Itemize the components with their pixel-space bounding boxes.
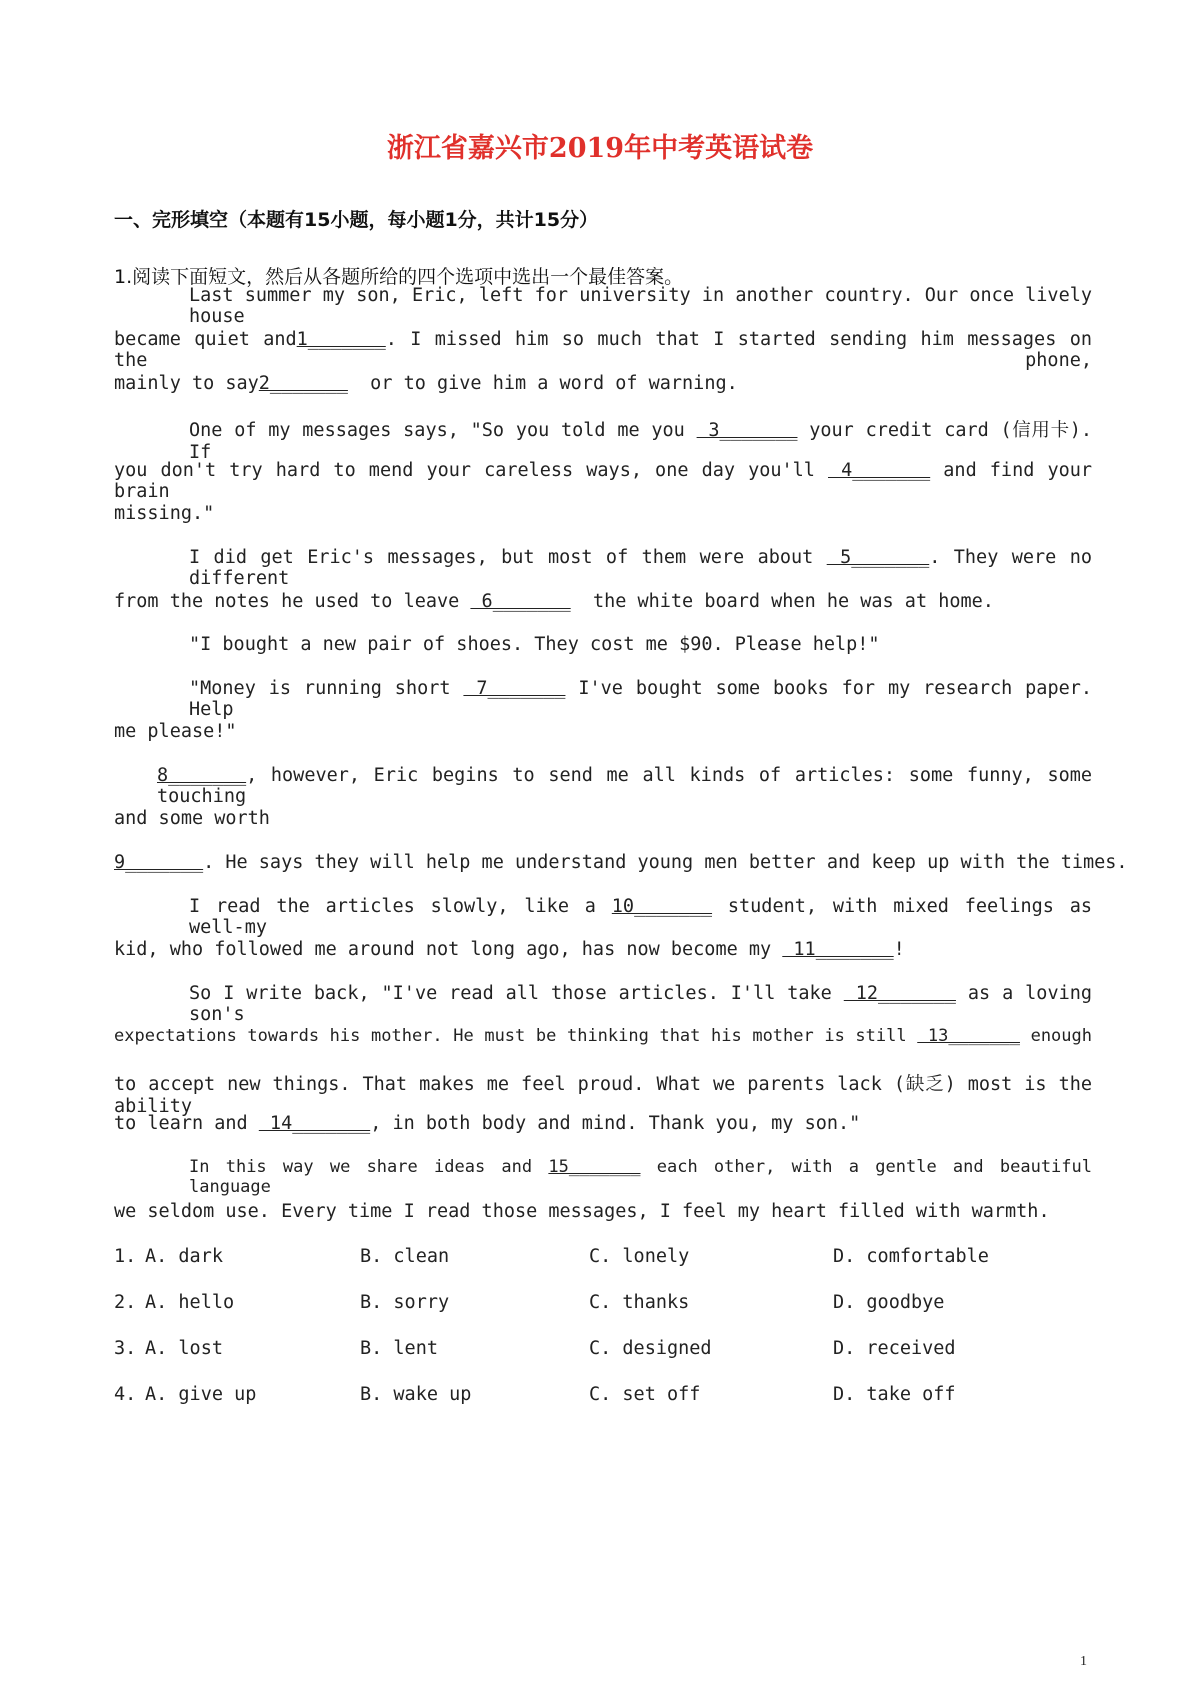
- passage-line: I did get Eric's messages, but most of them were about 5_______. They were no different: [189, 547, 1092, 589]
- option-a: A. dark: [145, 1246, 223, 1267]
- option-d: D. goodbye: [833, 1292, 945, 1313]
- passage-line: kid, who followed me around not long ago, has now become my 11_______!: [114, 939, 905, 960]
- blank-8: 8_______: [157, 765, 247, 786]
- instruction: 1.阅读下面短文，然后从各题所给的四个选项中选出一个最佳答案。: [114, 266, 684, 288]
- blank-13: 13_______: [917, 1026, 1020, 1046]
- passage-line: and some worth: [114, 808, 270, 829]
- passage-line: So I write back, "I've read all those articles. I'll take 12_______ as a loving son's: [189, 983, 1092, 1025]
- passage-line: missing.": [114, 503, 215, 524]
- option-a: A. lost: [145, 1338, 223, 1359]
- passage-line: One of my messages says, "So you told me you 3_______ your credit card (信用卡). If: [189, 420, 1092, 463]
- question-number: 3.: [114, 1338, 137, 1359]
- option-b: B. wake up: [360, 1384, 472, 1405]
- question-number: 4.: [114, 1384, 137, 1405]
- page-number: 1: [1080, 1654, 1087, 1669]
- section-heading: 一、完形填空（本题有15小题，每小题1分，共计15分）: [114, 209, 599, 231]
- passage-line: to accept new things. That makes me feel proud. What we parents lack (缺乏) most is the ability: [114, 1074, 1092, 1117]
- blank-10: 10_______: [611, 896, 713, 917]
- option-b: B. sorry: [360, 1292, 450, 1313]
- blank-3: 3_______: [696, 420, 798, 441]
- option-d: D. comfortable: [833, 1246, 989, 1267]
- blank-14: 14_______: [258, 1113, 371, 1134]
- blank-11: 11_______: [782, 939, 894, 960]
- option-a: A. hello: [145, 1292, 235, 1313]
- blank-2: 2_______: [258, 373, 348, 394]
- passage-line: In this way we share ideas and 15_______ each other, with a gentle and beautiful language: [189, 1157, 1092, 1197]
- blank-15: 15_______: [548, 1157, 641, 1177]
- passage-line: from the notes he used to leave 6_______ the white board when he was at home.: [114, 591, 994, 612]
- passage-line: Last summer my son, Eric, left for university in another country. Our once lively house: [189, 285, 1092, 327]
- option-b: B. lent: [360, 1338, 438, 1359]
- option-c: C. set off: [589, 1384, 701, 1405]
- blank-5: 5_______: [826, 547, 930, 568]
- passage-line: we seldom use. Every time I read those messages, I feel my heart filled with warmth.: [114, 1201, 1050, 1222]
- question-number: 2.: [114, 1292, 137, 1313]
- option-d: D. take off: [833, 1384, 956, 1405]
- passage-line: I read the articles slowly, like a 10_______ student, with mixed feelings as well-my: [189, 896, 1093, 938]
- page-title: 浙江省嘉兴市2019年中考英语试卷: [386, 133, 814, 164]
- passage-line: 8_______, however, Eric begins to send me all kinds of articles: some funny, some touching: [157, 765, 1092, 807]
- option-c: C. lonely: [589, 1246, 690, 1267]
- passage-line: "I bought a new pair of shoes. They cost me $90. Please help!": [189, 634, 880, 655]
- blank-1: 1_______: [296, 329, 386, 350]
- option-c: C. designed: [589, 1338, 712, 1359]
- option-d: D. received: [833, 1338, 956, 1359]
- passage-line: mainly to say2_______ or to give him a word of warning.: [114, 373, 738, 394]
- option-c: C. thanks: [589, 1292, 690, 1313]
- passage-line: 9_______. He says they will help me understand young men better and keep up with the times.: [114, 852, 1128, 873]
- blank-9: 9_______: [114, 852, 204, 873]
- passage-line: to learn and 14_______, in both body and mind. Thank you, my son.": [114, 1113, 861, 1134]
- blank-4: 4_______: [828, 460, 931, 481]
- passage-line: you don't try hard to mend your careless ways, one day you'll 4_______ and find your brain: [114, 460, 1092, 502]
- option-b: B. clean: [360, 1246, 450, 1267]
- blank-12: 12_______: [843, 983, 956, 1004]
- passage-line: expectations towards his mother. He must be thinking that his mother is still 13_______ enough: [114, 1026, 1092, 1046]
- passage-line: became quiet and1_______. I missed him so much that I started sending him messages on the phone,: [114, 329, 1092, 371]
- passage-line: me please!": [114, 721, 237, 742]
- option-a: A. give up: [145, 1384, 257, 1405]
- blank-6: 6_______: [470, 591, 571, 612]
- question-number: 1.: [114, 1246, 137, 1267]
- passage-line: "Money is running short 7_______ I've bought some books for my research paper. Help: [189, 678, 1093, 720]
- blank-7: 7_______: [463, 678, 566, 699]
